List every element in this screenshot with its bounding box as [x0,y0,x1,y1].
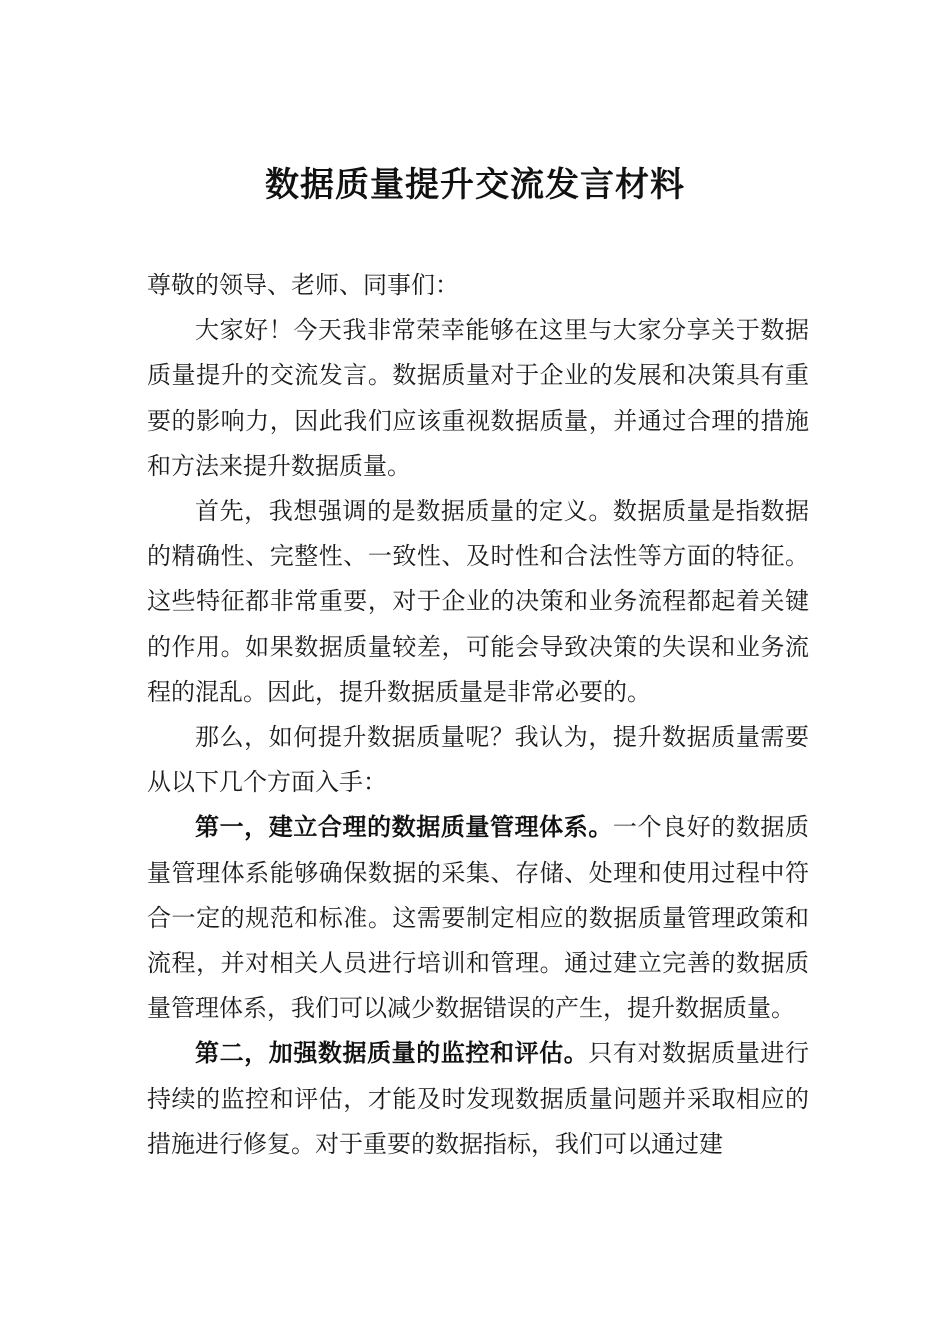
paragraph-point-two [147,1031,809,1167]
salutation: 尊敬的领导、老师、同事们： [147,271,459,299]
paragraph-lead: 第一，建立合理的数据质量管理体系。 [195,813,613,842]
paragraph-text: 首先，我想强调的是数据质量的定义。数据质量是指数据的精确性、完整性、一致性、及时性和合法性等方面的特征。这些特征都非常重要，对于企业的决策和业务流程都起着关键的作用。如果数据质量较差，可能会导致决策的失误和业务流程的混乱。因此，提升数据质量是非常必要的。 [147,497,809,706]
paragraph-text: 只有对数据质量进行持续的监控和评估，才能及时发现数据质量问题并采取相应的措施进行修复。对于重要的数据指标，我们可以通过建 [147,1039,810,1158]
paragraph-point-one [147,805,809,1031]
paragraph-text: 那么，如何提升数据质量呢？我认为，提升数据质量需要从以下几个方面入手： [147,723,809,797]
paragraph-text: 大家好！今天我非常荣幸能够在这里与大家分享关于数据质量提升的交流发言。数据质量对于企业的发展和决策具有重要的影响力，因此我们应该重视数据质量，并通过合理的措施和方法来提升数据质量。 [147,316,809,480]
paragraph-greeting [147,308,809,489]
document-title: 数据质量提升交流发言材料 [265,165,685,205]
paragraph-definition [147,489,809,715]
document-body [147,263,809,1167]
paragraph-text: 一个良好的数据质量管理体系能够确保数据的采集、存储、处理和使用过程中符合一定的规范和标准。这需要制定相应的数据质量管理政策和流程，并对相关人员进行培训和管理。通过建立完善的数据质量管理体系，我们可以减少数据错误的产生，提升数据质量。 [147,813,810,1023]
paragraph-question [147,715,809,805]
paragraph-lead: 第二，加强数据质量的监控和评估。 [195,1039,589,1068]
